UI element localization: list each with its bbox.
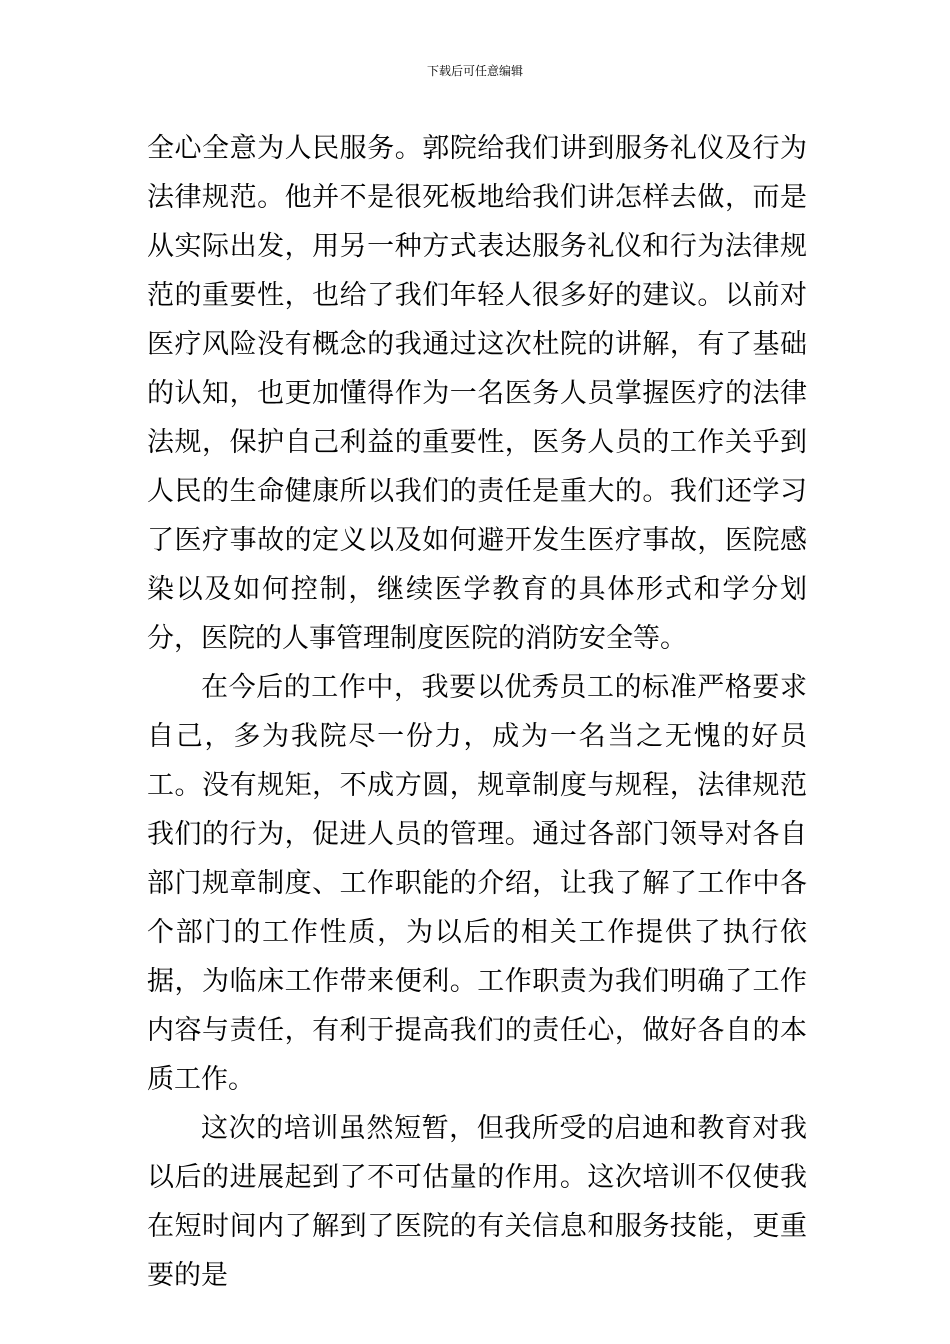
paragraph: 这次的培训虽然短暂，但我所受的启迪和教育对我以后的进展起到了不可估量的作用。这次培训不仅使我在短时间内了解到了医院的有关信息和服务技能，更重要的是 (147, 1113, 807, 1291)
paragraph-continued: 全心全意为人民服务。郭院给我们讲到服务礼仪及行为法律规范。他并不是很死板地给我们讲怎样去做，而是从实际出发，用另一种方式表达服务礼仪和行为法律规范的重要性，也给了我们年轻人很多好的建议。以前对医疗风险没有概念的我通过这次杜院的讲解，有了基础的认知，也更加懂得作为一名医务人员掌握医疗的法律法规，保护自己利益的重要性，医务人员的工作关乎到人民的生命健康所以我们的责任是重大的。我们还学习了医疗事故的定义以及如何避开发生医疗事故，医院感染以及如何控制，继续医学教育的具体形式和学分划分，医院的人事管理制度医院的消防安全等。 (147, 133, 807, 654)
paragraph: 在今后的工作中，我要以优秀员工的标准严格要求自己，多为我院尽一份力，成为一名当之无愧的好员工。没有规矩，不成方圆，规章制度与规程，法律规范我们的行为，促进人员的管理。通过各部门领导对各自部门规章制度、工作职能的介绍，让我了解了工作中各个部门的工作性质，为以后的相关工作提供了执行依据，为临床工作带来便利。工作职责为我们明确了工作内容与责任，有利于提高我们的责任心，做好各自的本质工作。 (147, 672, 807, 1095)
document-body (147, 124, 807, 1300)
page-header: 下载后可任意编辑 (426, 64, 523, 78)
